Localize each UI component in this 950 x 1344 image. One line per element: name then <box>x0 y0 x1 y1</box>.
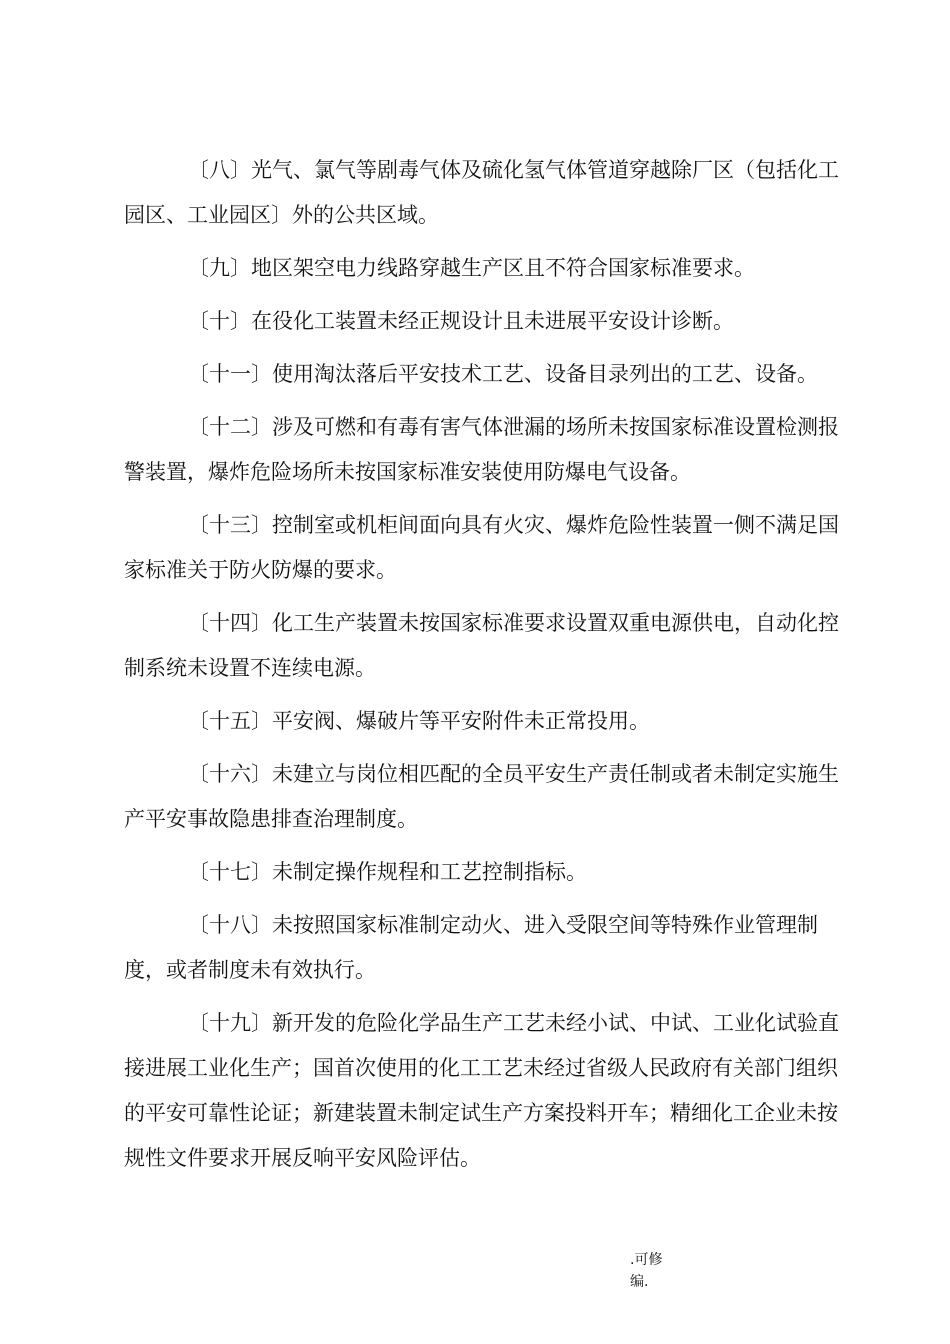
paragraph-14: 〔十四〕化工生产装置未按国家标准要求设置双重电源供电，自动化控制系统未设置不连续电源。 <box>124 611 839 680</box>
paragraph-18: 〔十八〕未按照国家标准制定动火、进入受限空间等特殊作业管理制度，或者制度未有效执行。 <box>124 913 818 982</box>
paragraph-15: 〔十五〕平安阀、爆破片等平安附件未正常投用。 <box>188 709 650 733</box>
paragraph-9: 〔九〕地区架空电力线路穿越生产区且不符合国家标准要求。 <box>188 256 755 280</box>
footer-line-2: 编. <box>630 1274 649 1290</box>
footer-line-1: .可修 <box>630 1252 663 1268</box>
paragraph-10: 〔十〕在役化工装置未经正规设计且未进展平安设计诊断。 <box>188 309 734 333</box>
paragraph-16: 〔十六〕未建立与岗位相匹配的全员平安生产责任制或者未制定实施生产平安事故隐患排查治理制度。 <box>124 762 839 831</box>
page-footer <box>630 1249 690 1293</box>
paragraph-13: 〔十三〕控制室或机柜间面向具有火灾、爆炸危险性装置一侧不满足国家标准关于防火防爆的要求。 <box>124 513 839 582</box>
paragraph-17: 〔十七〕未制定操作规程和工艺控制指标。 <box>188 860 587 884</box>
paragraph-11: 〔十一〕使用淘汰落后平安技术工艺、设备目录列出的工艺、设备。 <box>188 362 818 386</box>
paragraph-19: 〔十九〕新开发的危险化学品生产工艺未经小试、中试、工业化试验直接进展工业化生产；国首次使用的化工工艺未经过省级人民政府有关部门组织的平安可靠性论证；新建装置未制定试生产方案投料开车；精细化工企业未按规性文件要求开展反响平安风险评估。 <box>124 1011 839 1170</box>
document-body <box>124 148 854 1189</box>
paragraph-8: 〔八〕光气、氯气等剧毒气体及硫化氢气体管道穿越除厂区（包括化工园区、工业园区〕外的公共区域。 <box>124 158 839 227</box>
paragraph-12: 〔十二〕涉及可燃和有毒有害气体泄漏的场所未按国家标准设置检测报警装置，爆炸危险场所未按国家标准安装使用防爆电气设备。 <box>124 415 839 484</box>
